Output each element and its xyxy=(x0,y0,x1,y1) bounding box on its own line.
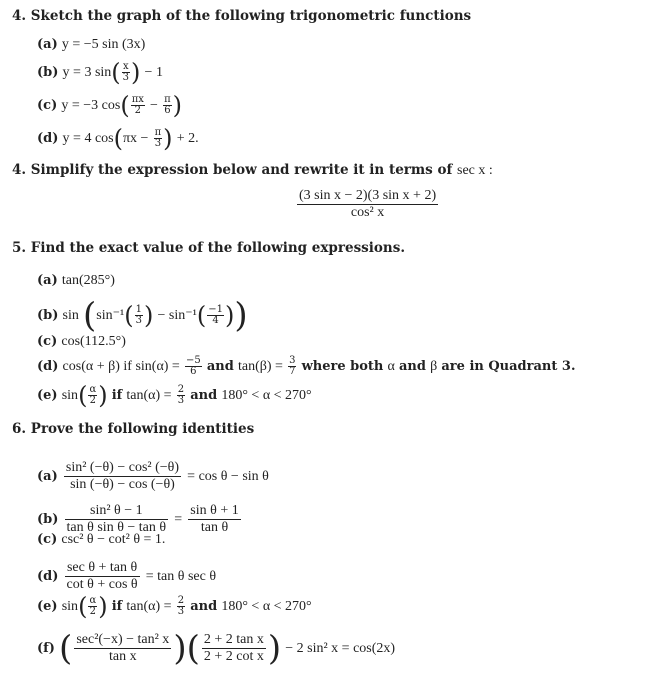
q5-d-quadrant: are in Quadrant 3. xyxy=(441,359,576,374)
q6-a-frac: $\frac{\text{sin² (−θ) − cos² (−θ)}}{\sin (-\theta) - \cos (-\theta)}$ xyxy=(65,460,180,492)
q5-e-frac: $\frac{\alpha}{2}$ xyxy=(89,384,97,406)
q6-e-label: (e) xyxy=(37,599,58,614)
q4-b-label: (b) xyxy=(37,65,59,80)
q6-e-frac: $\frac{\alpha}{2}$ xyxy=(89,595,97,617)
q6-f-frac2: $\frac{\text{2 + 2 tan x}}{\text{2 + 2 cot x}}$ xyxy=(203,632,264,664)
q6-b-label: (b) xyxy=(37,512,59,527)
q4-a-label: (a) xyxy=(37,37,58,52)
q4-part-a xyxy=(37,36,145,54)
q5-b-arcsin2: − sin⁻¹ xyxy=(157,308,197,323)
q6-d-rhs: = tan θ sec θ xyxy=(145,569,217,584)
q6-e-if: if xyxy=(111,599,123,614)
q4-c-frac2: $\frac{\pi}{6}$ xyxy=(164,94,171,116)
q5-d-tan: tan(β) = xyxy=(237,359,283,374)
q4b-heading-math: sec x : xyxy=(457,163,493,178)
q5-heading: 5. Find the exact value of the following expressions. xyxy=(12,240,406,256)
q6-part-e: (e) sin( $\frac{\alpha}{2}$ ) if tan(α) = $\frac{2}{3}$ and 180° < α < 270° xyxy=(37,592,312,621)
q5-b-frac2: $\frac{-1}{4}$ xyxy=(208,304,223,326)
q5-part-e: (e) sin( $\frac{\alpha}{2}$ ) if tan(α) = $\frac{2}{3}$ and 180° < α < 270° xyxy=(37,381,312,410)
q6-heading: 6. Prove the following identities xyxy=(12,421,255,437)
q4-d-rhs: + 2. xyxy=(176,131,199,146)
q4b-numerator: (3 sin x − 2)(3 sin x + 2) xyxy=(299,188,437,203)
q5-d-lhs: cos(α + β) if sin(α) = xyxy=(62,359,180,374)
q6-e-and: and xyxy=(190,599,218,614)
q5-c-label: (c) xyxy=(37,334,58,349)
q6-c-label: (c) xyxy=(37,532,58,547)
q4b-denominator: cos² x xyxy=(350,205,385,220)
q5-b-label: (b) xyxy=(37,308,59,323)
q4-c-lhs: y = −3 cos xyxy=(61,98,121,113)
q6-part-a xyxy=(37,460,269,493)
q4-d-inner: πx − xyxy=(122,131,149,146)
q5-d-and: and xyxy=(206,359,234,374)
q5-d-where: where both xyxy=(301,359,384,374)
q5-e-and: and xyxy=(190,388,218,403)
q6-c-expr: csc² θ − cot² θ = 1. xyxy=(61,532,166,547)
q5-e-tan: tan(α) = xyxy=(126,388,172,403)
q6-f-frac1: $\frac{\text{sec²(−x) − tan² x}}{\text{tan x}}$ xyxy=(76,632,170,664)
q6-part-c xyxy=(37,531,165,549)
q4-d-frac: $\frac{\pi}{3}$ xyxy=(154,127,162,149)
q5-part-c xyxy=(37,333,126,351)
q4b-expression xyxy=(295,188,440,221)
q5-d-beta: β xyxy=(430,359,438,374)
q4b-heading: 4. Simplify the expression below and rewrite it in terms of sec x : xyxy=(12,162,493,178)
q6-b-frac2: $\frac{\text{sin θ + 1}}{\text{tan θ}}$ xyxy=(190,503,239,535)
q5-c-expr: cos(112.5°) xyxy=(61,334,126,349)
q5-a-label: (a) xyxy=(37,273,58,288)
q5-e-range: 180° < α < 270° xyxy=(221,388,312,403)
q4-a-expr: y = −5 sin (3x) xyxy=(61,37,146,52)
q6-b-eq: = xyxy=(174,512,183,527)
q6-part-d xyxy=(37,560,216,593)
q5-a-expr: tan(285°) xyxy=(61,273,115,288)
q5-b-sin: sin xyxy=(62,308,79,323)
q6-d-label: (d) xyxy=(37,569,59,584)
q6-e-sin: sin xyxy=(61,599,79,614)
q4-c-frac1: $\frac{\pi x}{2}$ xyxy=(131,94,144,116)
q5-e-frac2: $\frac{2}{3}$ xyxy=(177,384,185,406)
q6-f-label: (f) xyxy=(37,641,55,656)
q5-e-label: (e) xyxy=(37,388,58,403)
q4-b-lhs: y = 3 sin xyxy=(62,65,112,80)
q6-e-tan: tan(α) = xyxy=(126,599,172,614)
q6-a-label: (a) xyxy=(37,469,58,484)
q5-d-label: (d) xyxy=(37,359,59,374)
q5-part-b: (b) sin (sin⁻¹( $\frac{1}{3}$ ) − sin⁻¹( $\frac{-1}{4}$ )) xyxy=(37,295,248,336)
q4-c-minus: − xyxy=(150,98,158,113)
q6-f-rhs: − 2 sin² x = cos(2x) xyxy=(285,641,396,656)
q4-d-label: (d) xyxy=(37,131,59,146)
q5-d-alpha: α xyxy=(387,359,395,374)
q6-b-frac1: $\frac{\text{sin² θ − 1}}{\text{tan θ sin θ − tan θ}}$ xyxy=(66,503,167,535)
q4-part-c: (c) y = −3 cos( $\frac{\pi x}{2}$ − $\frac{\pi}{6}$ ) xyxy=(37,91,183,120)
q5-d-and2: and xyxy=(399,359,426,374)
q5-d-frac1: $\frac{-5}{6}$ xyxy=(185,355,201,377)
q5-d-frac2: $\frac{3}{7}$ xyxy=(289,355,296,377)
q4-heading: 4. Sketch the graph of the following trigonometric functions xyxy=(12,8,472,24)
q4-part-d: (d) y = 4 cos(πx − $\frac{\pi}{3}$ ) + 2. xyxy=(37,124,199,153)
q6-e-frac2: $\frac{2}{3}$ xyxy=(177,595,185,617)
q5-part-a xyxy=(37,272,115,290)
q6-e-range: 180° < α < 270° xyxy=(221,599,312,614)
q4-b-rhs: − 1 xyxy=(144,65,163,80)
q4-d-lhs: y = 4 cos xyxy=(62,131,114,146)
q6-d-frac: $\frac{\text{sec θ + tan θ}}{\text{cot θ + cos θ}}$ xyxy=(66,560,138,592)
q4-b-frac: $\frac{x}{3}$ xyxy=(122,61,130,83)
q6-a-rhs: = cos θ − sin θ xyxy=(187,469,269,484)
q5-b-arcsin1: sin⁻¹ xyxy=(96,308,125,323)
q5-e-sin: sin xyxy=(61,388,79,403)
q5-part-d xyxy=(37,356,575,377)
q4-part-b: (b) y = 3 sin( $\frac{x}{3}$ ) − 1 xyxy=(37,58,163,87)
q5-b-frac1: $\frac{1}{3}$ xyxy=(135,304,142,326)
q4-c-label: (c) xyxy=(37,98,58,113)
q6-part-f: (f) ( $\frac{\text{sec²(−x) − tan² x}}{\text{tan x}}$ )( $\frac{\text{2 + 2 tan x}}{\text{2 + 2 cot x}}$ ) − 2 sin² x = cos(2x) xyxy=(37,628,396,669)
q5-e-if: if xyxy=(111,388,123,403)
